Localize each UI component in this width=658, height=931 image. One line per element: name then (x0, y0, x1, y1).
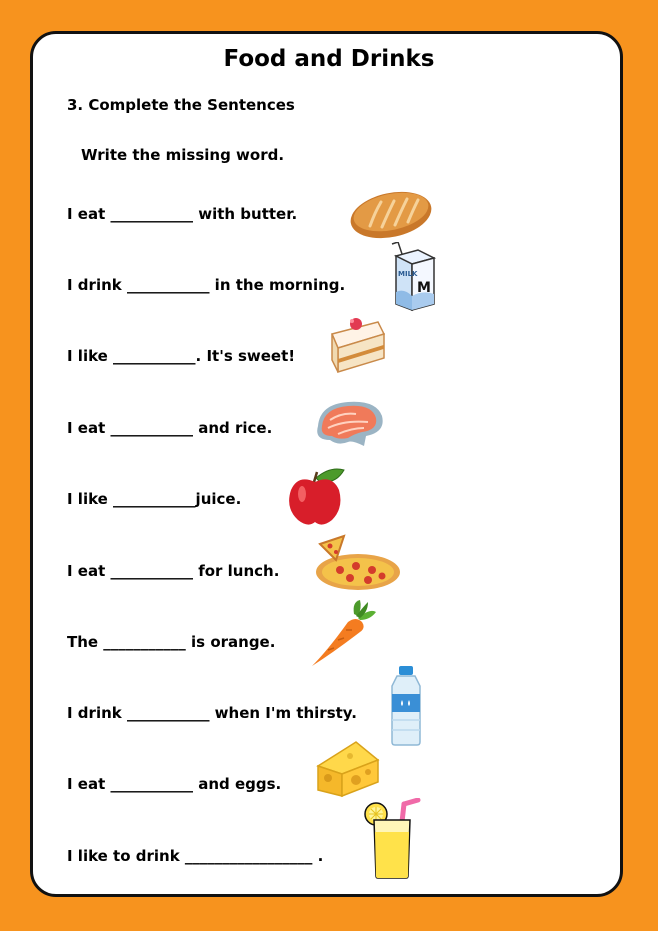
apple-icon (286, 462, 348, 526)
milk-carton-icon (388, 242, 440, 314)
pizza-icon (314, 534, 402, 592)
sentence-4: I eat ___________ and rice. (67, 419, 273, 437)
page-title: Food and Drinks (223, 46, 435, 72)
sentence-5: I like ___________juice. (67, 490, 242, 508)
sentence-10: I like to drink _________________ . (67, 847, 324, 865)
sentence-3: I like ___________. It's sweet! (67, 347, 296, 365)
sentence-1: I eat ___________ with butter. (67, 205, 298, 223)
sentence-6: I eat ___________ for lunch. (67, 562, 280, 580)
milk-letter-text: M (417, 280, 431, 296)
sentence-9: I eat ___________ and eggs. (67, 775, 282, 793)
milk-label-text: MILK (398, 270, 418, 278)
sentence-8: I drink ___________ when I'm thirsty. (67, 704, 357, 722)
lemonade-glass-icon (360, 798, 424, 880)
sentence-7: The ___________ is orange. (67, 633, 276, 651)
sentence-2: I drink ___________ in the morning. (67, 276, 346, 294)
water-bottle-icon (388, 664, 424, 746)
bread-icon (348, 186, 434, 242)
salmon-steak-icon (308, 396, 388, 450)
instruction-text: Write the missing word. (81, 146, 285, 164)
section-heading: 3. Complete the Sentences (67, 96, 295, 114)
cheese-icon (312, 738, 382, 800)
carrot-icon (308, 600, 378, 668)
cake-slice-icon (328, 312, 388, 374)
